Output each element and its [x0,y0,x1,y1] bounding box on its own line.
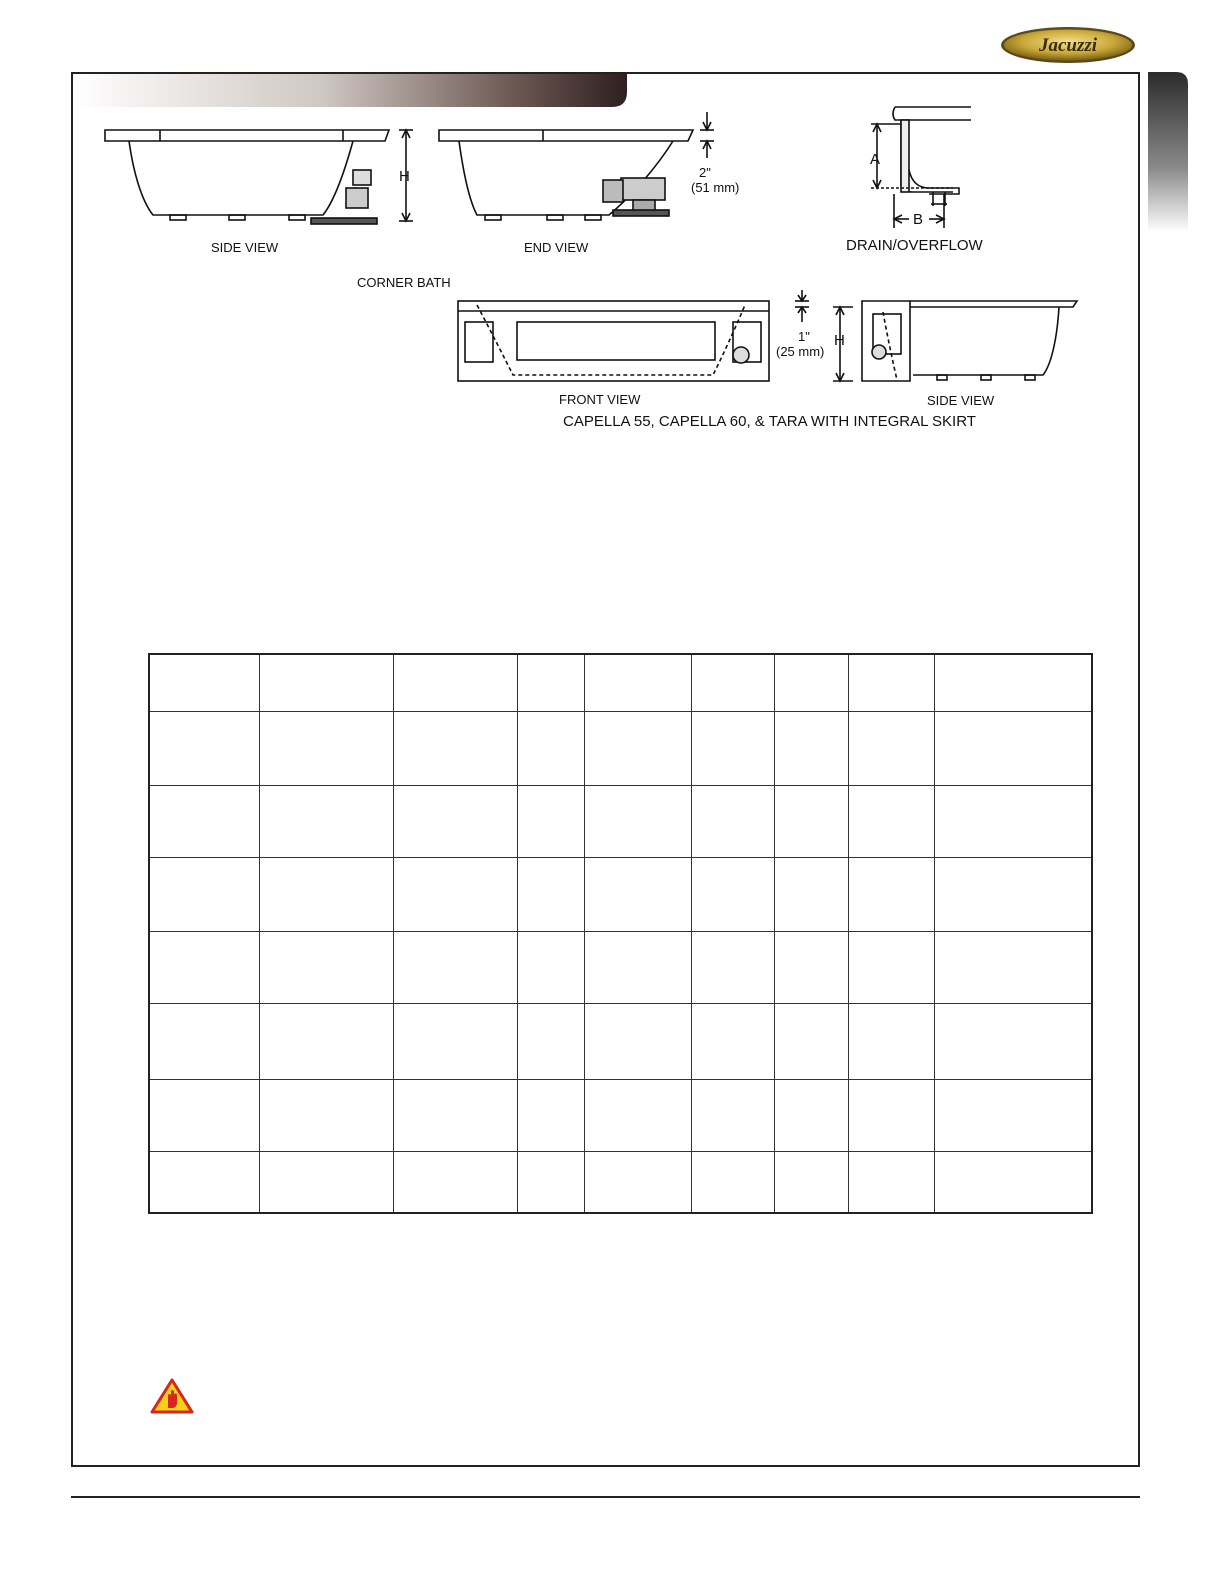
table-cell [774,857,848,931]
table-cell [259,857,393,931]
table-cell [584,857,691,931]
drain-overflow-label: DRAIN/OVERFLOW [846,237,983,254]
table-cell [774,711,848,785]
table-cell [584,1151,691,1213]
table-cell [259,1003,393,1079]
table-cell [149,654,259,711]
table-row [149,1151,1092,1213]
table-cell [517,654,584,711]
table-cell [774,1151,848,1213]
dim-h-label: H [399,168,410,185]
table-row [149,1003,1092,1079]
table-cell [774,931,848,1003]
table-cell [691,1079,774,1151]
end-view-label: END VIEW [524,240,589,255]
table-cell [517,1151,584,1213]
table-cell [393,857,517,931]
table-cell [393,654,517,711]
table-row [149,857,1092,931]
table-cell [934,857,1092,931]
table-cell [393,711,517,785]
table-cell [691,1151,774,1213]
table-cell [393,785,517,857]
table-cell [584,1003,691,1079]
table-cell [149,931,259,1003]
table-row [149,711,1092,785]
table-cell [691,931,774,1003]
table-cell [691,857,774,931]
table-cell [934,785,1092,857]
table-cell [259,931,393,1003]
table-cell [517,1079,584,1151]
table-cell [848,1003,934,1079]
drain-overflow-drawing [871,107,971,228]
table-cell [517,711,584,785]
svg-text:Jacuzzi: Jacuzzi [1038,35,1098,56]
table-cell [149,1151,259,1213]
table-cell [393,931,517,1003]
table-row [149,1079,1092,1151]
table-cell [259,785,393,857]
table-cell [517,785,584,857]
table-cell [774,1003,848,1079]
table-cell [848,785,934,857]
table-cell [149,785,259,857]
footer-rule [71,1496,1140,1498]
integral-skirt-caption: CAPELLA 55, CAPELLA 60, & TARA WITH INTEGRAL SKIRT [563,413,976,430]
front-view-label: FRONT VIEW [559,392,641,407]
side-view-drawing [105,130,413,224]
dim-h2-label: H [834,332,845,349]
table-cell [149,1079,259,1151]
table-cell [393,1003,517,1079]
table-header-row [149,654,1092,711]
side-view-2-label: SIDE VIEW [927,393,995,408]
table-cell [517,857,584,931]
table-cell [259,1079,393,1151]
table-cell [149,1003,259,1079]
table-cell [934,654,1092,711]
table-cell [259,654,393,711]
table-cell [691,785,774,857]
table-cell [584,1079,691,1151]
dim-51mm-label: (51 mm) [691,180,740,195]
dim-a-label: A [870,151,881,168]
table-cell [517,931,584,1003]
table-cell [393,1151,517,1213]
end-view-drawing [439,112,714,220]
table-cell [848,1079,934,1151]
brand-logo [1000,26,1136,64]
corner-bath-label: CORNER BATH [357,275,451,290]
table-row [149,931,1092,1003]
table-cell [934,1003,1092,1079]
warning-hand-icon [150,1378,194,1414]
table-cell [393,1079,517,1151]
dim-25mm-label: (25 mm) [776,344,825,359]
table-cell [848,711,934,785]
table-cell [934,711,1092,785]
table-cell [774,654,848,711]
table-cell [774,1079,848,1151]
table-cell [584,785,691,857]
table-cell [259,1151,393,1213]
table-cell [584,654,691,711]
table-cell [774,785,848,857]
table-cell [848,931,934,1003]
table-cell [517,1003,584,1079]
table-cell [584,931,691,1003]
front-view-drawing [458,301,769,381]
dim-2in-label: 2" [699,165,711,180]
table-cell [934,1079,1092,1151]
spec-table [148,653,1093,1214]
table-cell [259,711,393,785]
table-cell [691,1003,774,1079]
section-tab [1148,72,1188,232]
tub-drawings [73,100,1139,440]
table-cell [848,857,934,931]
side-view-label: SIDE VIEW [211,240,279,255]
table-cell [691,654,774,711]
dim-b-label: B [913,211,924,228]
table-cell [934,1151,1092,1213]
table-cell [934,931,1092,1003]
table-cell [149,857,259,931]
table-cell [149,711,259,785]
table-cell [584,711,691,785]
table-cell [691,711,774,785]
table-cell [848,654,934,711]
table-cell [848,1151,934,1213]
table-row [149,785,1092,857]
dim-1in-label: 1" [798,329,810,344]
